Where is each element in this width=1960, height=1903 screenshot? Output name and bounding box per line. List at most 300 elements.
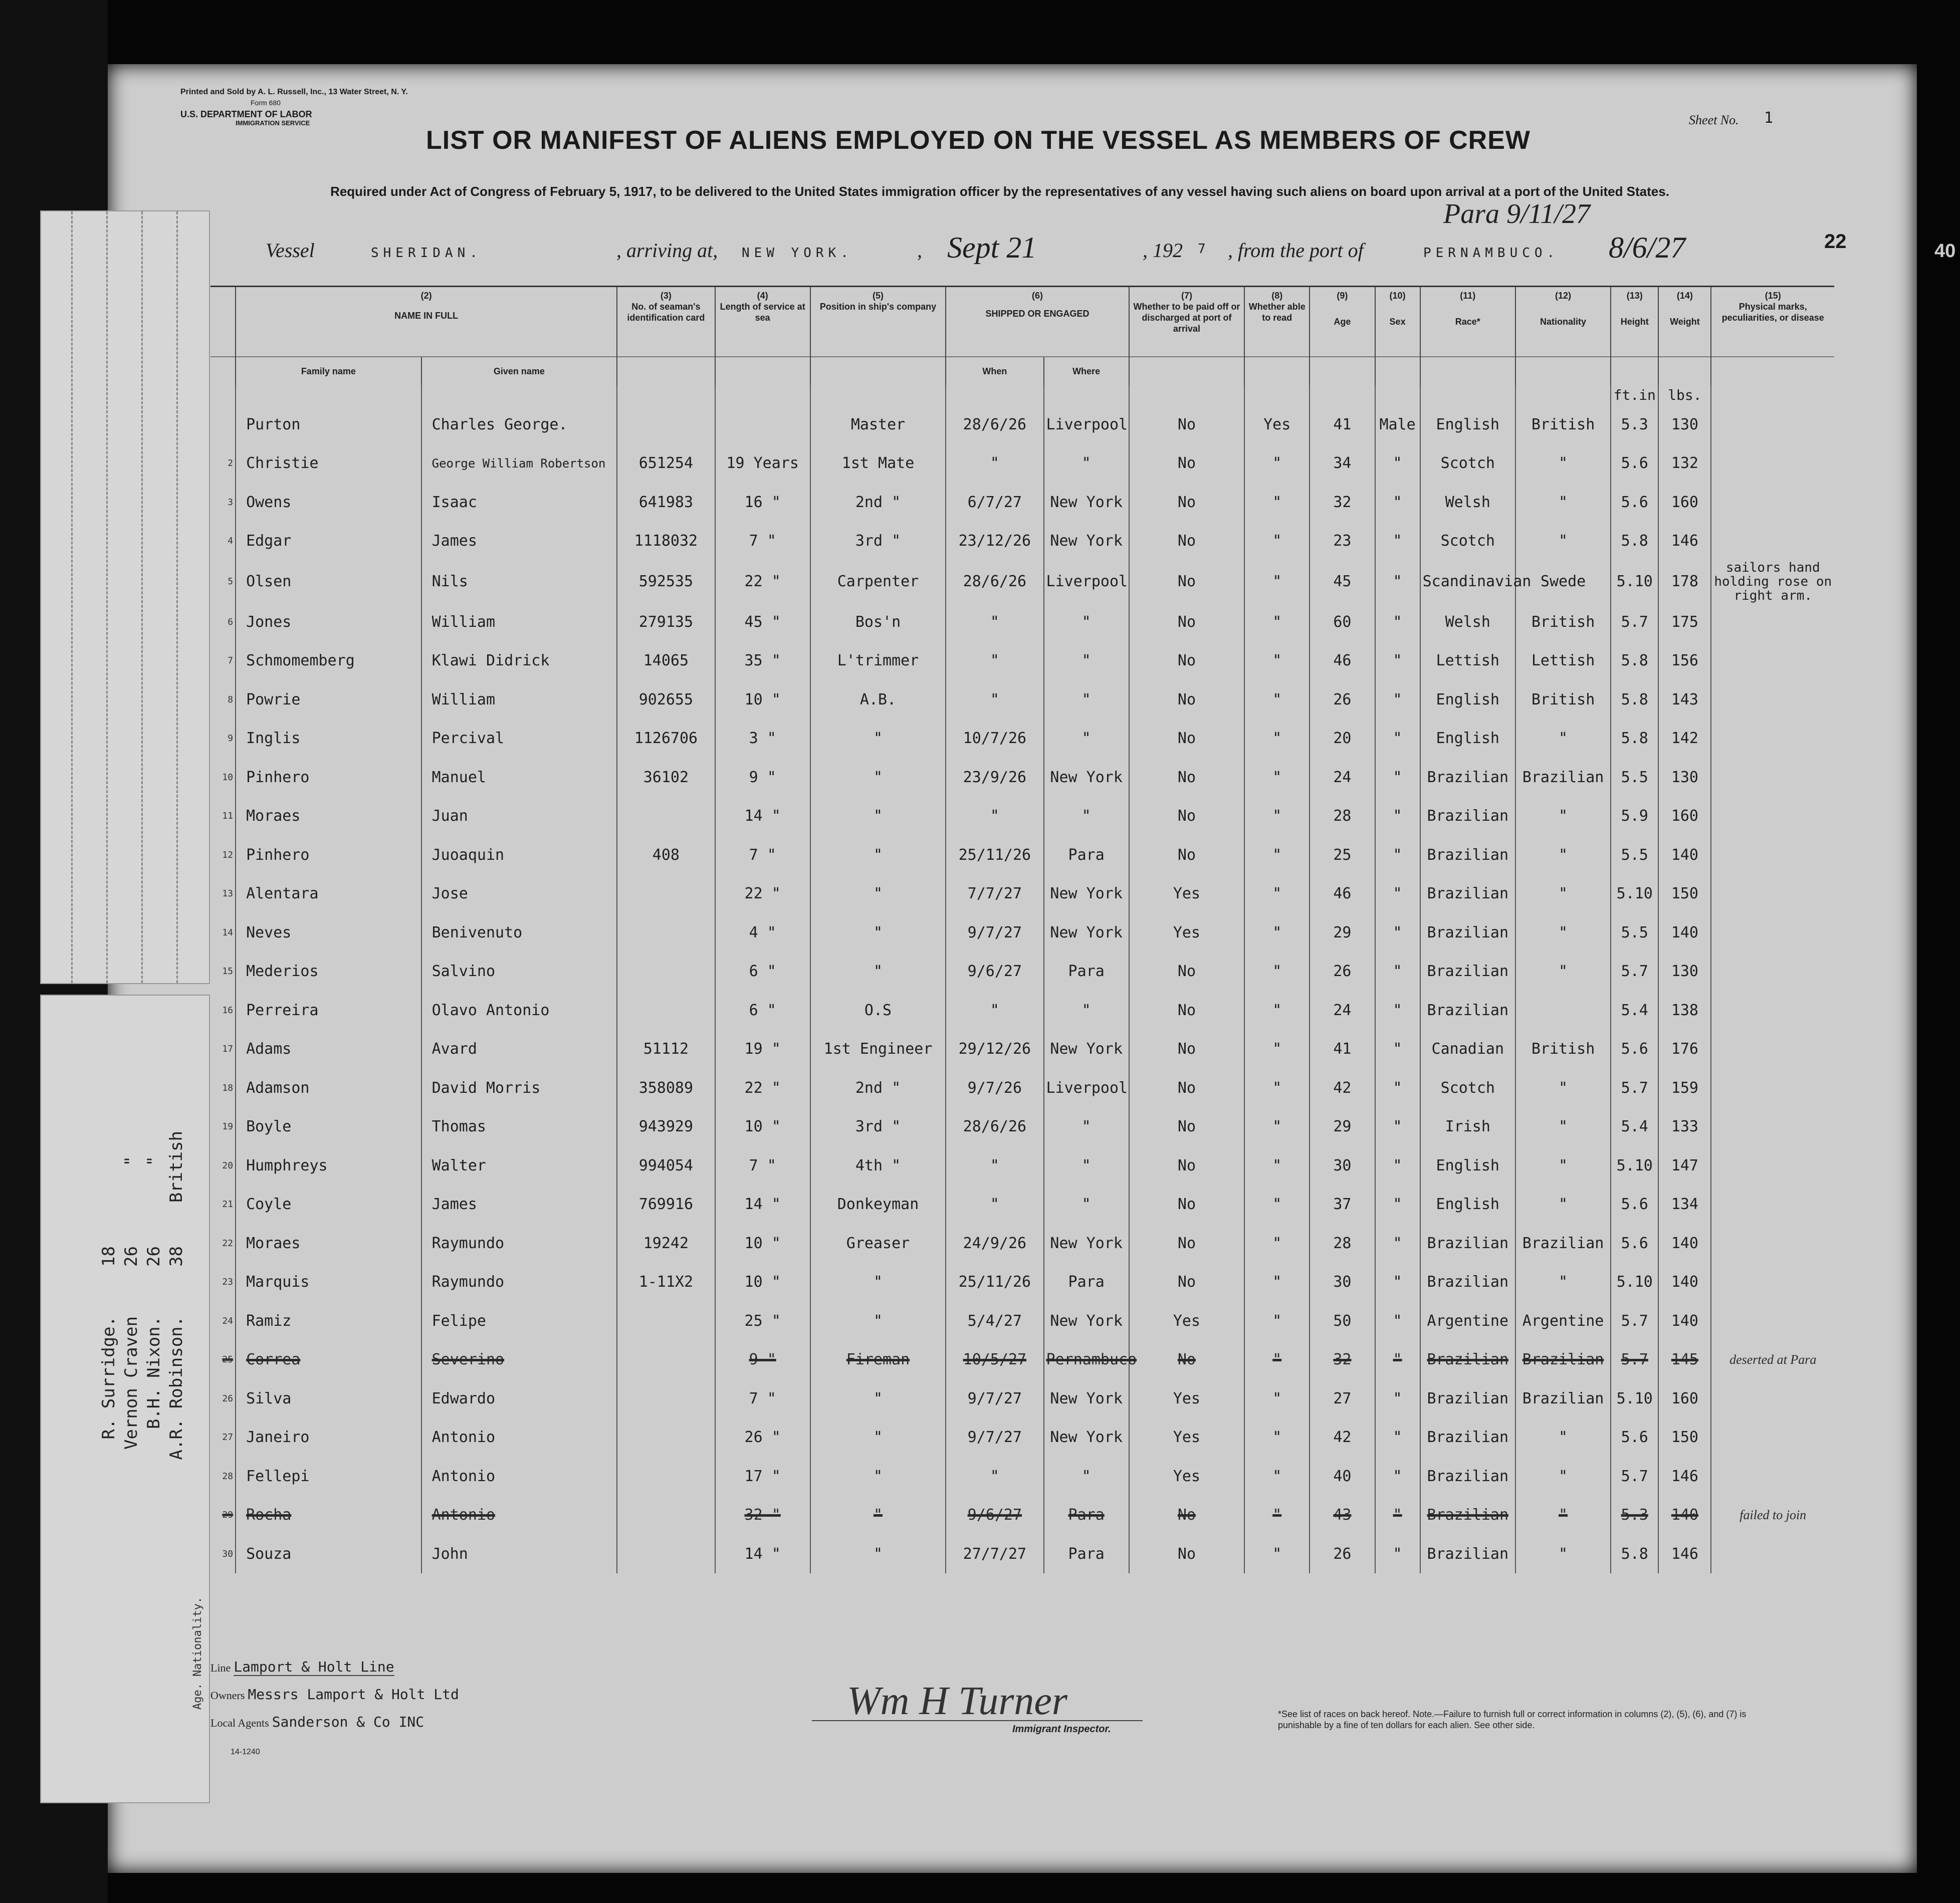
id-card: 943929 (617, 1107, 715, 1146)
can-read: " (1244, 1185, 1310, 1224)
family-name: Edgar (236, 522, 421, 561)
shipped-when: 10/5/27 (946, 1340, 1043, 1379)
physical-marks (1711, 1302, 1834, 1341)
nationality: " (1515, 952, 1611, 991)
weight: 140 (1658, 836, 1711, 875)
id-card (617, 952, 715, 991)
service-length: 4 " (715, 913, 810, 953)
id-card: 279135 (617, 603, 715, 642)
id-card: 769916 (617, 1185, 715, 1224)
sex: " (1375, 1146, 1420, 1185)
can-read: " (1244, 603, 1310, 642)
shipped-where: " (1044, 1185, 1129, 1224)
weight: 140 (1658, 913, 1711, 953)
race: Lettish (1420, 641, 1515, 680)
shipped-where: " (1044, 1457, 1129, 1496)
physical-marks (1711, 641, 1834, 680)
can-read: " (1244, 913, 1310, 953)
race: Brazilian (1420, 991, 1515, 1030)
can-read: " (1244, 444, 1310, 483)
height: 5.8 (1611, 1535, 1658, 1574)
id-card: 1118032 (617, 522, 715, 561)
nationality: " (1515, 483, 1611, 522)
row-number: 21 (222, 1199, 234, 1210)
family-name: Janeiro (236, 1418, 421, 1457)
physical-marks (1711, 1379, 1834, 1418)
physical-marks (1711, 680, 1834, 720)
departure-date: 8/6/27 (1609, 231, 1686, 264)
paid-off: Yes (1129, 1418, 1244, 1457)
row-number: 26 (222, 1393, 234, 1404)
slip-age-1: 38 (166, 1246, 186, 1267)
age: 32 (1310, 483, 1375, 522)
shipped-when: 28/6/26 (946, 561, 1043, 603)
arriving-label: , arriving at, (616, 239, 718, 262)
family-name: Coyle (236, 1185, 421, 1224)
vessel-name: SHERIDAN. (371, 246, 482, 261)
row-number: 27 (222, 1432, 234, 1443)
crew-row (210, 522, 1834, 561)
position: " (810, 758, 946, 797)
physical-marks: sailors hand holding rose on right arm. (1711, 561, 1834, 603)
inspector-signature: Wm H Turner (847, 1679, 1068, 1723)
position: Master (810, 405, 946, 444)
position: 3rd " (810, 522, 946, 561)
crew-row (210, 797, 1834, 836)
inspector-label: Immigrant Inspector. (1012, 1724, 1111, 1735)
shipped-when: 7/7/27 (946, 874, 1043, 913)
nationality: British (1515, 405, 1611, 444)
race: Brazilian (1420, 1224, 1515, 1263)
race: Brazilian (1420, 1418, 1515, 1457)
paid-off: Yes (1129, 913, 1244, 953)
family-name: Marquis (236, 1263, 421, 1302)
document-title: LIST OR MANIFEST OF ALIENS EMPLOYED ON THE VESSEL AS MEMBERS OF CREW (426, 126, 1531, 155)
nationality (1515, 991, 1611, 1030)
given-name: Juoaquin (421, 836, 617, 875)
shipped-where: " (1044, 603, 1129, 642)
shipped-when: 10/7/26 (946, 719, 1043, 758)
sex: " (1375, 874, 1420, 913)
age: 26 (1310, 1535, 1375, 1574)
service-length: 26 " (715, 1418, 810, 1457)
weight: 140 (1658, 1496, 1711, 1535)
age-header: (9) Age (1310, 287, 1375, 357)
position: Greaser (810, 1224, 946, 1263)
age: 34 (1310, 444, 1375, 483)
service-length: 22 " (715, 1069, 810, 1108)
crew-row (210, 952, 1834, 991)
weight: 146 (1658, 1457, 1711, 1496)
age: 30 (1310, 1263, 1375, 1302)
race: Brazilian (1420, 874, 1515, 913)
paid-off: No (1129, 1146, 1244, 1185)
physical-marks: deserted at Para (1711, 1340, 1834, 1379)
height: 5.8 (1611, 719, 1658, 758)
crew-row (210, 561, 1834, 603)
physical-marks (1711, 1107, 1834, 1146)
id-card (617, 991, 715, 1030)
id-card: 641983 (617, 483, 715, 522)
row-number: 11 (222, 811, 234, 822)
attached-slip-lower (40, 995, 210, 1803)
row-number: 15 (222, 966, 234, 977)
nationality: Lettish (1515, 641, 1611, 680)
family-name: Silva (236, 1379, 421, 1418)
age: 27 (1310, 1379, 1375, 1418)
crew-row (210, 836, 1834, 875)
shipped-where: Para (1044, 1496, 1129, 1535)
position-header: (5) Position in ship's company (810, 287, 946, 357)
row-number: 6 (228, 616, 234, 627)
row-number: 12 (222, 849, 234, 860)
family-name: Adamson (236, 1069, 421, 1108)
height-unit: ft.in (1611, 385, 1658, 405)
weight: 160 (1658, 797, 1711, 836)
id-card: 358089 (617, 1069, 715, 1108)
race: Brazilian (1420, 758, 1515, 797)
sex: " (1375, 1263, 1420, 1302)
shipped-when: 23/9/26 (946, 758, 1043, 797)
shipped-when: 28/6/26 (946, 1107, 1043, 1146)
weight: 140 (1658, 1224, 1711, 1263)
height: 5.4 (1611, 991, 1658, 1030)
line-field: Line Lamport & Holt Line (210, 1658, 394, 1675)
family-name: Olsen (236, 561, 421, 603)
family-name: Alentara (236, 874, 421, 913)
paid-off: No (1129, 1535, 1244, 1574)
age: 25 (1310, 836, 1375, 875)
service-length: 16 " (715, 483, 810, 522)
row-number: 19 (222, 1121, 234, 1132)
nationality: " (1515, 1418, 1611, 1457)
slip-ditto-2: " (121, 1156, 141, 1166)
weight: 145 (1658, 1340, 1711, 1379)
height: 5.6 (1611, 483, 1658, 522)
slip-name-1: A.R. Robinson. (166, 1316, 186, 1460)
family-name: Ramiz (236, 1302, 421, 1341)
id-card (617, 1535, 715, 1574)
family-name: Perreira (236, 991, 421, 1030)
shipped-when: 29/12/26 (946, 1030, 1043, 1069)
race: English (1420, 1185, 1515, 1224)
height: 5.8 (1611, 522, 1658, 561)
row-number: 7 (228, 655, 234, 666)
given-name: James (421, 522, 617, 561)
nationality: " (1515, 1263, 1611, 1302)
sex: " (1375, 483, 1420, 522)
position: Carpenter (810, 561, 946, 603)
sex: " (1375, 991, 1420, 1030)
height: 5.6 (1611, 444, 1658, 483)
physical-marks (1711, 836, 1834, 875)
height: 5.7 (1611, 952, 1658, 991)
service-length: 25 " (715, 1302, 810, 1341)
position: 1st Engineer (810, 1030, 946, 1069)
when-header: When (946, 357, 1043, 385)
shipped-when: 24/9/26 (946, 1224, 1043, 1263)
race: Brazilian (1420, 1496, 1515, 1535)
family-name: Moraes (236, 797, 421, 836)
race: Welsh (1420, 483, 1515, 522)
physical-marks (1711, 797, 1834, 836)
height-header: (13) Height (1611, 287, 1658, 357)
age: 30 (1310, 1146, 1375, 1185)
shipped-when: 25/11/26 (946, 836, 1043, 875)
given-name: Nils (421, 561, 617, 603)
can-read: " (1244, 1107, 1310, 1146)
crew-row (210, 1496, 1834, 1535)
shipped-where: " (1044, 1107, 1129, 1146)
sex: " (1375, 797, 1420, 836)
id-card: 902655 (617, 680, 715, 720)
slip-caption: Age. Nationality. (191, 1597, 204, 1710)
family-name: Adams (236, 1030, 421, 1069)
given-name: Charles George. (421, 405, 617, 444)
shipped-when: 9/7/27 (946, 1418, 1043, 1457)
service-length: 9 " (715, 758, 810, 797)
crew-row (210, 1185, 1834, 1224)
race: Brazilian (1420, 797, 1515, 836)
vessel-label: Vessel (266, 239, 315, 262)
shipped-where: New York (1044, 483, 1129, 522)
position: " (810, 952, 946, 991)
shipped-where: Liverpool (1044, 561, 1129, 603)
slip-ditto-1: " (144, 1156, 164, 1166)
department-label: U.S. DEPARTMENT OF LABOR (180, 109, 312, 119)
race: Canadian (1420, 1030, 1515, 1069)
weight: 147 (1658, 1146, 1711, 1185)
shipped-where: New York (1044, 1302, 1129, 1341)
physical-marks (1711, 1457, 1834, 1496)
name-in-full-header: (2) NAME IN FULL (236, 287, 617, 357)
id-card: 1-11X2 (617, 1263, 715, 1302)
weight: 143 (1658, 680, 1711, 720)
family-name: Fellepi (236, 1457, 421, 1496)
physical-marks (1711, 952, 1834, 991)
crew-row (210, 1030, 1834, 1069)
sex: " (1375, 522, 1420, 561)
id-card: 51112 (617, 1030, 715, 1069)
crew-row (210, 483, 1834, 522)
nationality: " (1515, 1146, 1611, 1185)
shipped-when: 23/12/26 (946, 522, 1043, 561)
crew-row (210, 1107, 1834, 1146)
weight: 159 (1658, 1069, 1711, 1108)
service-length: 45 " (715, 603, 810, 642)
nationality: Swede (1515, 561, 1611, 603)
sex: " (1375, 444, 1420, 483)
age: 28 (1310, 1224, 1375, 1263)
race: Brazilian (1420, 1340, 1515, 1379)
family-name: Pinhero (236, 836, 421, 875)
handwritten-para-note: Para 9/11/27 (1443, 198, 1590, 229)
row-number: 2 (228, 458, 234, 469)
sex: " (1375, 561, 1420, 603)
given-name: Isaac (421, 483, 617, 522)
paid-off: No (1129, 641, 1244, 680)
position: Fireman (810, 1340, 946, 1379)
slip-name-2: B.H. Nixon. (144, 1316, 164, 1430)
attached-slip-upper (40, 210, 210, 984)
year-digit: 7 (1198, 242, 1210, 257)
service-length: 22 " (715, 561, 810, 603)
sex: " (1375, 1069, 1420, 1108)
can-read: " (1244, 874, 1310, 913)
weight: 130 (1658, 758, 1711, 797)
line-value: Lamport & Holt Line (234, 1658, 394, 1675)
physical-marks (1711, 603, 1834, 642)
family-name: Owens (236, 483, 421, 522)
shipped-when: 9/6/27 (946, 952, 1043, 991)
can-read: " (1244, 758, 1310, 797)
sex: " (1375, 1535, 1420, 1574)
can-read: Yes (1244, 405, 1310, 444)
slip-age-2: 26 (144, 1246, 164, 1267)
family-name: Humphreys (236, 1146, 421, 1185)
can-read: " (1244, 522, 1310, 561)
agents-value: Sanderson & Co INC (272, 1714, 424, 1730)
owners-value: Messrs Lamport & Holt Ltd (248, 1686, 459, 1703)
race: English (1420, 1146, 1515, 1185)
height: 5.6 (1611, 1224, 1658, 1263)
race: Irish (1420, 1107, 1515, 1146)
service-length: 10 " (715, 1263, 810, 1302)
family-name: Christie (236, 444, 421, 483)
family-name: Souza (236, 1535, 421, 1574)
paid-off: No (1129, 719, 1244, 758)
given-name: David Morris (421, 1069, 617, 1108)
crew-row (210, 991, 1834, 1030)
given-name: John (421, 1535, 617, 1574)
owners-field: Owners Messrs Lamport & Holt Ltd (210, 1686, 459, 1703)
age: 24 (1310, 758, 1375, 797)
physical-marks (1711, 719, 1834, 758)
position: " (810, 1418, 946, 1457)
paid-off: No (1129, 1340, 1244, 1379)
shipped-when: 28/6/26 (946, 405, 1043, 444)
can-read: " (1244, 1418, 1310, 1457)
id-card: 651254 (617, 444, 715, 483)
sex: " (1375, 758, 1420, 797)
paid-off: No (1129, 680, 1244, 720)
service-length (715, 405, 810, 444)
family-name: Neves (236, 913, 421, 953)
physical-marks (1711, 874, 1834, 913)
id-card (617, 1302, 715, 1341)
can-read: " (1244, 641, 1310, 680)
family-name: Mederios (236, 952, 421, 991)
race: Scotch (1420, 444, 1515, 483)
id-card: 19242 (617, 1224, 715, 1263)
shipped-when: " (946, 1146, 1043, 1185)
race: Brazilian (1420, 952, 1515, 991)
weight: 142 (1658, 719, 1711, 758)
crew-row (210, 1146, 1834, 1185)
given-name: Benivenuto (421, 913, 617, 953)
nationality: British (1515, 1030, 1611, 1069)
sex: " (1375, 1107, 1420, 1146)
sex: " (1375, 952, 1420, 991)
id-card (617, 1418, 715, 1457)
edge-number: 40 (1934, 241, 1956, 262)
weight: 150 (1658, 874, 1711, 913)
id-card (617, 874, 715, 913)
shipped-header: (6) SHIPPED OR ENGAGED (946, 287, 1129, 357)
height: 5.5 (1611, 836, 1658, 875)
shipped-when: " (946, 641, 1043, 680)
id-card: 592535 (617, 561, 715, 603)
position: " (810, 836, 946, 875)
family-name: Moraes (236, 1224, 421, 1263)
shipped-when: " (946, 680, 1043, 720)
service-length: 3 " (715, 719, 810, 758)
service-length: 32 " (715, 1496, 810, 1535)
arrival-date: Sept 21 (947, 231, 1037, 264)
age: 23 (1310, 522, 1375, 561)
given-name: Walter (421, 1146, 617, 1185)
service-length: 7 " (715, 836, 810, 875)
family-name: Rocha (236, 1496, 421, 1535)
nationality: British (1515, 680, 1611, 720)
age: 43 (1310, 1496, 1375, 1535)
age: 42 (1310, 1418, 1375, 1457)
can-read: " (1244, 1535, 1310, 1574)
row-number: 3 (228, 497, 234, 508)
paid-off: Yes (1129, 1302, 1244, 1341)
height: 5.3 (1611, 405, 1658, 444)
id-card: 36102 (617, 758, 715, 797)
slip-age-4: 18 (99, 1246, 119, 1267)
row-number: 14 (222, 927, 234, 938)
slip-nationality: British (166, 1131, 186, 1203)
weight: 160 (1658, 1379, 1711, 1418)
row-number (210, 405, 236, 444)
paid-off: No (1129, 758, 1244, 797)
given-name: William (421, 680, 617, 720)
weight: 160 (1658, 483, 1711, 522)
slip-name-4: R. Surridge. (99, 1316, 119, 1440)
age: 40 (1310, 1457, 1375, 1496)
position: Bos'n (810, 603, 946, 642)
row-number: 8 (228, 694, 234, 705)
physical-marks (1711, 1146, 1834, 1185)
age: 32 (1310, 1340, 1375, 1379)
crew-row (210, 758, 1834, 797)
given-name: Antonio (421, 1418, 617, 1457)
given-name-header: Given name (421, 357, 617, 385)
crew-manifest-table (210, 286, 1834, 1573)
shipped-where: New York (1044, 913, 1129, 953)
units-row (210, 385, 1834, 405)
read-header: (8) Whether able to read (1244, 287, 1310, 357)
position: " (810, 1379, 946, 1418)
service-length: 19 " (715, 1030, 810, 1069)
service-length: 35 " (715, 641, 810, 680)
nationality: " (1515, 1535, 1611, 1574)
id-card (617, 1457, 715, 1496)
paid-off-header: (7) Whether to be paid off or discharged at port of arrival (1129, 287, 1244, 357)
given-name: Avard (421, 1030, 617, 1069)
shipped-when: " (946, 603, 1043, 642)
race: Argentine (1420, 1302, 1515, 1341)
row-number: 25 (222, 1354, 234, 1365)
crew-row (210, 680, 1834, 720)
shipped-where: Para (1044, 1535, 1129, 1574)
row-number: 10 (222, 772, 234, 783)
family-name: Powrie (236, 680, 421, 720)
physical-marks (1711, 758, 1834, 797)
